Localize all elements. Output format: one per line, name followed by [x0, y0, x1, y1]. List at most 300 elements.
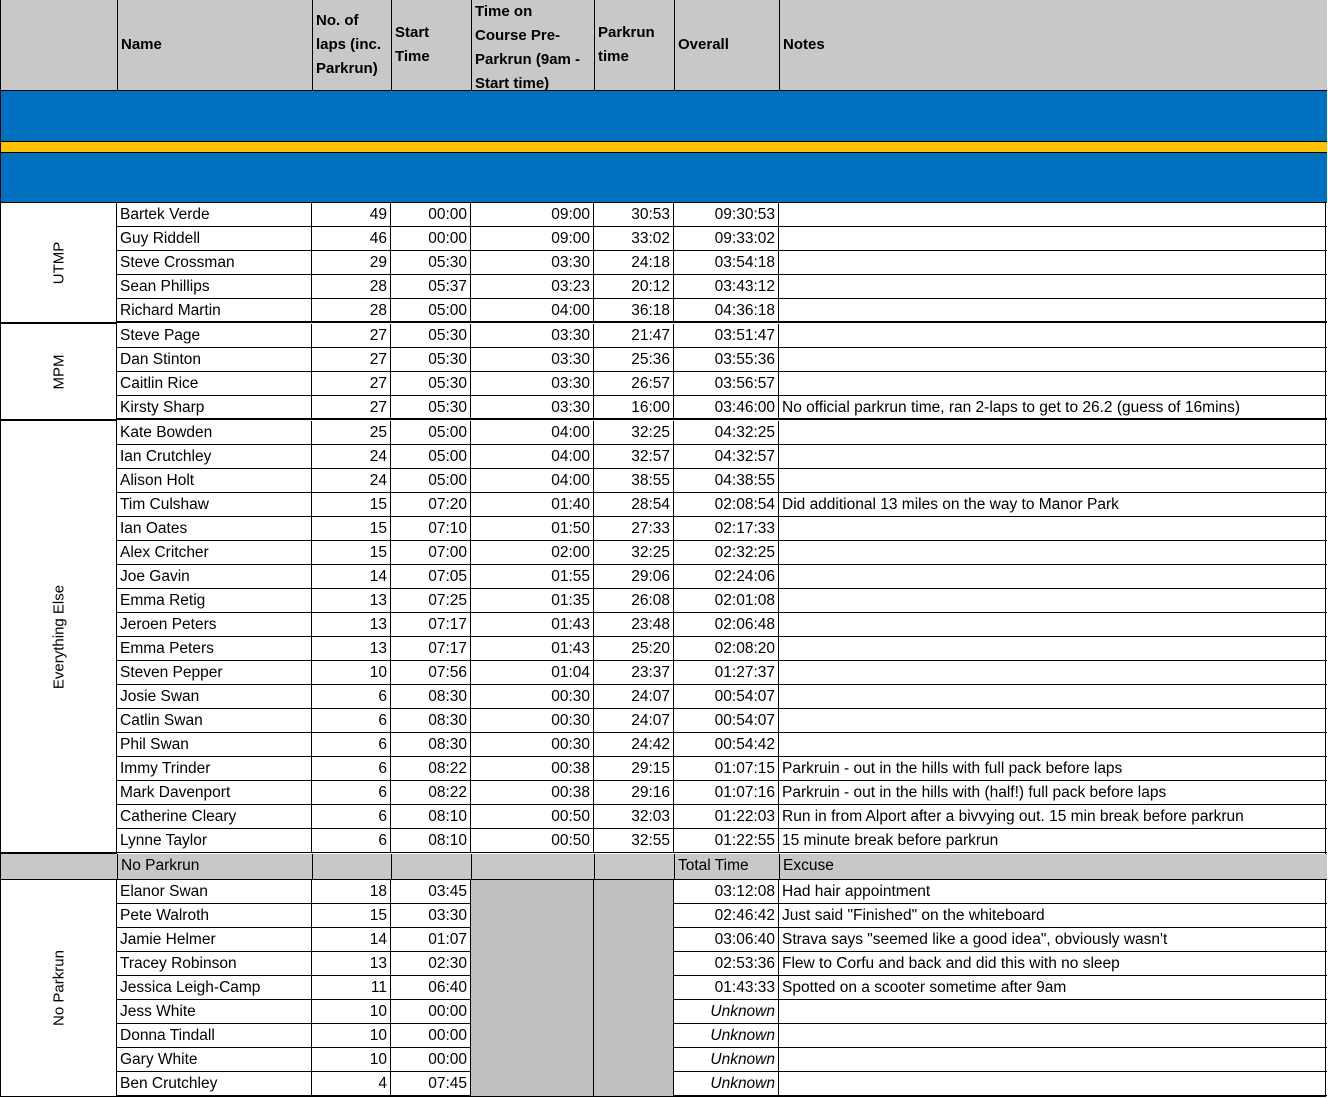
cell-pre[interactable] — [471, 880, 594, 904]
group-utmp: UTMP — [1, 203, 117, 324]
cell-name[interactable]: Mark Davenport — [117, 781, 312, 805]
subheader-total-time[interactable]: Total Time — [675, 854, 780, 879]
cell-parkrun[interactable]: 26:57 — [594, 372, 674, 396]
cell-parkrun[interactable]: 26:08 — [594, 589, 674, 613]
cell-pre[interactable]: 09:00 — [471, 203, 594, 227]
cell-laps[interactable]: 10 — [312, 1024, 391, 1048]
cell-laps[interactable]: 10 — [312, 1000, 391, 1024]
cell-pre[interactable]: 01:43 — [471, 637, 594, 661]
table-row — [117, 227, 1327, 251]
table-row — [117, 348, 1327, 372]
cell-start[interactable]: 00:00 — [391, 203, 471, 227]
cell-parkrun[interactable]: 23:48 — [594, 613, 674, 637]
cell-parkrun[interactable]: 29:15 — [594, 757, 674, 781]
cell-overall[interactable]: 01:22:55 — [674, 829, 779, 853]
cell-name[interactable]: Tim Culshaw — [117, 493, 312, 517]
cell-pre[interactable] — [471, 952, 594, 976]
cell-notes[interactable] — [779, 1048, 1326, 1072]
cell-overall[interactable]: 02:32:25 — [674, 541, 779, 565]
cell-pre[interactable]: 03:30 — [471, 251, 594, 275]
cell-pre[interactable]: 03:30 — [471, 396, 594, 420]
cell-parkrun[interactable]: 29:06 — [594, 565, 674, 589]
cell-notes[interactable] — [779, 469, 1326, 493]
cell-overall[interactable]: 04:36:18 — [674, 299, 779, 323]
cell-parkrun[interactable]: 32:25 — [594, 541, 674, 565]
table-row — [117, 565, 1327, 589]
cell-parkrun[interactable]: 21:47 — [594, 324, 674, 348]
header-laps[interactable]: No. of laps (inc. Parkrun) — [313, 0, 392, 90]
cell-pre[interactable]: 01:04 — [471, 661, 594, 685]
no-parkrun-subheader — [1, 854, 1327, 880]
cell-parkrun[interactable]: 38:55 — [594, 469, 674, 493]
cell-laps[interactable]: 27 — [312, 324, 391, 348]
cell-parkrun[interactable]: 25:36 — [594, 348, 674, 372]
header-group-cell[interactable] — [1, 0, 118, 90]
cell-overall[interactable]: Unknown — [674, 1024, 779, 1048]
header-pre-parkrun[interactable]: Time on Course Pre- Parkrun (9am - Start time) — [472, 0, 595, 90]
cell-notes[interactable]: Just said "Finished" on the whiteboard — [782, 907, 1045, 924]
cell-pre[interactable]: 02:00 — [471, 541, 594, 565]
cell-notes[interactable] — [779, 613, 1326, 637]
cell-overall[interactable]: 03:06:40 — [674, 928, 779, 952]
cell-notes[interactable] — [779, 1000, 1326, 1024]
cell-overall[interactable]: 01:27:37 — [674, 661, 779, 685]
cell-notes[interactable] — [779, 372, 1326, 396]
cell-name[interactable]: Emma Retig — [117, 589, 312, 613]
cell-pre[interactable] — [471, 1048, 594, 1072]
cell-notes[interactable] — [779, 589, 1326, 613]
cell-laps[interactable]: 6 — [312, 829, 391, 853]
table-row — [117, 299, 1327, 323]
cell-start[interactable]: 05:30 — [391, 348, 471, 372]
cell-start[interactable]: 07:10 — [391, 517, 471, 541]
cell-name[interactable]: Alex Critcher — [117, 541, 312, 565]
cell-start[interactable]: 08:10 — [391, 829, 471, 853]
subheader-pre[interactable] — [472, 854, 595, 879]
cell-parkrun[interactable]: 16:00 — [594, 396, 674, 420]
cell-parkrun[interactable] — [594, 1072, 674, 1096]
table-row — [117, 685, 1327, 709]
cell-pre[interactable]: 00:30 — [471, 685, 594, 709]
cell-notes[interactable]: Did additional 13 miles on the way to Manor Park — [782, 496, 1119, 513]
cell-laps[interactable]: 27 — [312, 396, 391, 420]
cell-parkrun[interactable] — [594, 952, 674, 976]
table-row — [117, 1072, 1327, 1096]
header-overall[interactable]: Overall — [675, 0, 780, 90]
cell-parkrun[interactable] — [594, 904, 674, 928]
cell-name[interactable]: Bartek Verde — [117, 203, 312, 227]
group-mpm: MPM — [1, 324, 117, 421]
cell-start[interactable]: 08:30 — [391, 733, 471, 757]
cell-name[interactable]: Phil Swan — [117, 733, 312, 757]
cell-notes[interactable]: 15 minute break before parkrun — [782, 832, 999, 849]
cell-name[interactable]: Joe Gavin — [117, 565, 312, 589]
table-row — [117, 781, 1327, 805]
cell-pre[interactable]: 03:23 — [471, 275, 594, 299]
cell-name[interactable]: Kate Bowden — [117, 421, 312, 445]
group-everything-else: Everything Else — [1, 421, 117, 854]
cell-start[interactable]: 05:30 — [391, 372, 471, 396]
table-row — [117, 203, 1327, 227]
cell-notes[interactable] — [779, 275, 1326, 299]
cell-overall[interactable]: 02:08:54 — [674, 493, 779, 517]
subheader-start[interactable] — [392, 854, 472, 879]
cell-start[interactable]: 05:30 — [391, 324, 471, 348]
cell-name[interactable]: Sean Phillips — [117, 275, 312, 299]
cell-start[interactable]: 07:20 — [391, 493, 471, 517]
cell-name[interactable]: Immy Trinder — [117, 757, 312, 781]
cell-laps[interactable]: 10 — [312, 1048, 391, 1072]
cell-overall[interactable]: 03:54:18 — [674, 251, 779, 275]
table-row — [117, 928, 1327, 952]
cell-pre[interactable]: 03:30 — [471, 348, 594, 372]
cell-parkrun[interactable]: 27:33 — [594, 517, 674, 541]
cell-parkrun[interactable] — [594, 1048, 674, 1072]
cell-laps[interactable]: 28 — [312, 275, 391, 299]
cell-laps[interactable]: 6 — [312, 781, 391, 805]
header-name[interactable]: Name — [118, 0, 313, 90]
cell-parkrun[interactable]: 32:55 — [594, 829, 674, 853]
cell-overall[interactable]: 04:32:25 — [674, 421, 779, 445]
cell-overall[interactable]: 03:51:47 — [674, 324, 779, 348]
cell-parkrun[interactable]: 24:18 — [594, 251, 674, 275]
cell-notes[interactable]: Spotted on a scooter sometime after 9am — [782, 979, 1067, 996]
cell-pre[interactable]: 03:30 — [471, 324, 594, 348]
cell-parkrun[interactable]: 25:20 — [594, 637, 674, 661]
cell-pre[interactable]: 01:50 — [471, 517, 594, 541]
cell-laps[interactable]: 6 — [312, 805, 391, 829]
cell-overall[interactable]: 03:56:57 — [674, 372, 779, 396]
cell-notes[interactable]: Strava says "seemed like a good idea", obviously wasn't — [782, 931, 1168, 948]
cell-laps[interactable]: 27 — [312, 372, 391, 396]
cell-laps[interactable]: 15 — [312, 541, 391, 565]
cell-notes[interactable]: No official parkrun time, ran 2-laps to get to 26.2 (guess of 16mins) — [782, 399, 1241, 416]
cell-laps[interactable]: 6 — [312, 757, 391, 781]
cell-overall[interactable]: 02:17:33 — [674, 517, 779, 541]
cell-start[interactable]: 08:30 — [391, 685, 471, 709]
cell-pre[interactable]: 01:43 — [471, 613, 594, 637]
cell-parkrun[interactable]: 23:37 — [594, 661, 674, 685]
cell-notes[interactable] — [779, 445, 1326, 469]
cell-laps[interactable]: 14 — [312, 928, 391, 952]
cell-overall[interactable]: 03:43:12 — [674, 275, 779, 299]
cell-start[interactable]: 05:30 — [391, 396, 471, 420]
cell-pre[interactable]: 00:38 — [471, 757, 594, 781]
cell-pre[interactable]: 01:40 — [471, 493, 594, 517]
table-row — [117, 904, 1327, 928]
cell-notes[interactable] — [779, 637, 1326, 661]
cell-name[interactable]: Donna Tindall — [117, 1024, 312, 1048]
subheader-laps[interactable] — [313, 854, 392, 879]
cell-overall[interactable]: Unknown — [674, 1048, 779, 1072]
table-row — [117, 733, 1327, 757]
cell-notes[interactable] — [779, 251, 1326, 275]
cell-pre[interactable] — [471, 1024, 594, 1048]
cell-laps[interactable]: 11 — [312, 976, 391, 1000]
header-start-time[interactable]: Start Time — [392, 0, 472, 90]
cell-laps[interactable]: 14 — [312, 565, 391, 589]
cell-name[interactable]: Ian Crutchley — [117, 445, 312, 469]
cell-laps[interactable]: 24 — [312, 445, 391, 469]
cell-pre[interactable] — [471, 976, 594, 1000]
cell-notes[interactable] — [779, 1072, 1326, 1096]
cell-start[interactable]: 07:00 — [391, 541, 471, 565]
cell-start[interactable]: 06:40 — [391, 976, 471, 1000]
cell-notes[interactable] — [779, 227, 1326, 251]
cell-overall[interactable]: 00:54:42 — [674, 733, 779, 757]
cell-notes[interactable] — [779, 661, 1326, 685]
cell-start[interactable]: 00:00 — [391, 1000, 471, 1024]
cell-laps[interactable]: 24 — [312, 469, 391, 493]
cell-notes[interactable] — [779, 685, 1326, 709]
table-row — [117, 445, 1327, 469]
cell-name[interactable]: Elanor Swan — [117, 880, 312, 904]
cell-start[interactable]: 03:30 — [391, 904, 471, 928]
cell-overall[interactable]: 02:01:08 — [674, 589, 779, 613]
cell-notes[interactable] — [779, 299, 1326, 323]
cell-start[interactable]: 03:45 — [391, 880, 471, 904]
cell-name[interactable]: Gary White — [117, 1048, 312, 1072]
cell-overall[interactable]: 02:46:42 — [674, 904, 779, 928]
cell-start[interactable]: 01:07 — [391, 928, 471, 952]
cell-name[interactable]: Jessica Leigh-Camp — [117, 976, 312, 1000]
cell-start[interactable]: 08:30 — [391, 709, 471, 733]
cell-notes[interactable]: Run in from Alport after a bivvying out. 15 min break before parkrun — [782, 808, 1244, 825]
subheader-group-cell[interactable] — [1, 854, 118, 879]
cell-start[interactable]: 05:00 — [391, 445, 471, 469]
cell-overall[interactable]: 03:55:36 — [674, 348, 779, 372]
cell-overall[interactable]: 02:53:36 — [674, 952, 779, 976]
cell-pre[interactable]: 04:00 — [471, 299, 594, 323]
cell-laps[interactable]: 6 — [312, 685, 391, 709]
cell-pre[interactable]: 03:30 — [471, 372, 594, 396]
cell-pre[interactable]: 01:35 — [471, 589, 594, 613]
cell-name[interactable]: Lynne Taylor — [117, 829, 312, 853]
cell-start[interactable]: 08:22 — [391, 757, 471, 781]
cell-overall[interactable]: 01:07:15 — [674, 757, 779, 781]
table-row — [117, 976, 1327, 1000]
subheader-name[interactable]: No Parkrun — [118, 854, 313, 879]
cell-start[interactable]: 05:37 — [391, 275, 471, 299]
cell-overall[interactable]: 00:54:07 — [674, 709, 779, 733]
cell-start[interactable]: 05:00 — [391, 421, 471, 445]
cell-name[interactable]: Caitlin Rice — [117, 372, 312, 396]
cell-notes[interactable] — [779, 565, 1326, 589]
cell-laps[interactable]: 13 — [312, 637, 391, 661]
cell-pre[interactable]: 00:50 — [471, 829, 594, 853]
table-row — [117, 1048, 1327, 1072]
cell-laps[interactable]: 6 — [312, 709, 391, 733]
cell-laps[interactable]: 18 — [312, 880, 391, 904]
cell-parkrun[interactable]: 20:12 — [594, 275, 674, 299]
cell-overall[interactable]: Unknown — [674, 1072, 779, 1096]
cell-pre[interactable]: 01:55 — [471, 565, 594, 589]
cell-notes[interactable] — [779, 324, 1326, 348]
cell-overall[interactable]: 03:46:00 — [674, 396, 779, 420]
cell-laps[interactable]: 13 — [312, 613, 391, 637]
cell-pre[interactable]: 00:50 — [471, 805, 594, 829]
cell-notes[interactable]: Had hair appointment — [782, 883, 931, 900]
cell-name[interactable]: Kirsty Sharp — [117, 396, 312, 420]
cell-notes[interactable] — [779, 203, 1326, 227]
cell-name[interactable]: Jamie Helmer — [117, 928, 312, 952]
cell-pre[interactable]: 04:00 — [471, 421, 594, 445]
cell-parkrun[interactable]: 29:16 — [594, 781, 674, 805]
cell-overall[interactable]: 01:22:03 — [674, 805, 779, 829]
cell-laps[interactable]: 15 — [312, 493, 391, 517]
group-no-parkrun: No Parkrun — [1, 879, 117, 1097]
header-notes[interactable]: Notes — [783, 36, 825, 53]
subheader-excuse[interactable]: Excuse — [783, 857, 834, 874]
cell-parkrun[interactable] — [594, 1024, 674, 1048]
cell-pre[interactable] — [471, 1072, 594, 1096]
cell-name[interactable]: Guy Riddell — [117, 227, 312, 251]
cell-name[interactable]: Richard Martin — [117, 299, 312, 323]
cell-overall[interactable]: 02:06:48 — [674, 613, 779, 637]
cell-start[interactable]: 05:30 — [391, 251, 471, 275]
cell-overall[interactable]: 01:43:33 — [674, 976, 779, 1000]
cell-start[interactable]: 07:05 — [391, 565, 471, 589]
cell-start[interactable]: 00:00 — [391, 227, 471, 251]
cell-start[interactable]: 07:56 — [391, 661, 471, 685]
cell-parkrun[interactable] — [594, 928, 674, 952]
cell-name[interactable]: Pete Walroth — [117, 904, 312, 928]
cell-pre[interactable]: 00:30 — [471, 709, 594, 733]
cell-notes[interactable]: Parkruin - out in the hills with full pack before laps — [782, 760, 1123, 777]
gold-band — [1, 141, 1327, 153]
cell-name[interactable]: Catherine Cleary — [117, 805, 312, 829]
cell-laps[interactable]: 10 — [312, 661, 391, 685]
cell-parkrun[interactable]: 28:54 — [594, 493, 674, 517]
table-row — [117, 517, 1327, 541]
table-row — [117, 880, 1327, 904]
cell-start[interactable]: 05:00 — [391, 469, 471, 493]
cell-parkrun[interactable]: 24:42 — [594, 733, 674, 757]
cell-name[interactable]: Catlin Swan — [117, 709, 312, 733]
cell-laps[interactable]: 46 — [312, 227, 391, 251]
cell-name[interactable]: Dan Stinton — [117, 348, 312, 372]
cell-parkrun[interactable]: 33:02 — [594, 227, 674, 251]
cell-laps[interactable]: 4 — [312, 1072, 391, 1096]
cell-notes[interactable]: Parkruin - out in the hills with (half!) full pack before laps — [782, 784, 1167, 801]
cell-start[interactable]: 08:10 — [391, 805, 471, 829]
blue-band-bottom — [1, 153, 1327, 203]
cell-overall[interactable]: 04:38:55 — [674, 469, 779, 493]
cell-parkrun[interactable]: 24:07 — [594, 709, 674, 733]
cell-pre[interactable]: 04:00 — [471, 469, 594, 493]
cell-parkrun[interactable] — [594, 976, 674, 1000]
header-parkrun-time[interactable]: Parkrun time — [595, 0, 675, 90]
cell-start[interactable]: 00:00 — [391, 1048, 471, 1072]
cell-laps[interactable]: 13 — [312, 589, 391, 613]
cell-name[interactable]: Tracey Robinson — [117, 952, 312, 976]
cell-overall[interactable]: 04:32:57 — [674, 445, 779, 469]
cell-start[interactable]: 08:22 — [391, 781, 471, 805]
table-row — [117, 396, 1327, 420]
cell-laps[interactable]: 49 — [312, 203, 391, 227]
cell-laps[interactable]: 29 — [312, 251, 391, 275]
cell-name[interactable]: Steve Crossman — [117, 251, 312, 275]
cell-name[interactable]: Jess White — [117, 1000, 312, 1024]
cell-start[interactable]: 07:17 — [391, 613, 471, 637]
cell-notes[interactable] — [779, 733, 1326, 757]
table-row — [117, 805, 1327, 829]
cell-start[interactable]: 07:25 — [391, 589, 471, 613]
cell-overall[interactable]: 01:07:16 — [674, 781, 779, 805]
cell-name[interactable]: Alison Holt — [117, 469, 312, 493]
cell-overall[interactable]: 02:24:06 — [674, 565, 779, 589]
cell-start[interactable]: 00:00 — [391, 1024, 471, 1048]
cell-parkrun[interactable]: 24:07 — [594, 685, 674, 709]
cell-laps[interactable]: 25 — [312, 421, 391, 445]
cell-overall[interactable]: 03:12:08 — [674, 880, 779, 904]
cell-parkrun[interactable] — [594, 1000, 674, 1024]
cell-start[interactable]: 02:30 — [391, 952, 471, 976]
cell-name[interactable]: Josie Swan — [117, 685, 312, 709]
cell-name[interactable]: Steve Page — [117, 324, 312, 348]
cell-pre[interactable]: 00:38 — [471, 781, 594, 805]
cell-laps[interactable]: 27 — [312, 348, 391, 372]
cell-laps[interactable]: 6 — [312, 733, 391, 757]
cell-notes[interactable] — [779, 1024, 1326, 1048]
cell-notes[interactable] — [779, 421, 1326, 445]
cell-parkrun[interactable]: 32:03 — [594, 805, 674, 829]
cell-name[interactable]: Ian Oates — [117, 517, 312, 541]
cell-start[interactable]: 07:17 — [391, 637, 471, 661]
table-row — [117, 1000, 1327, 1024]
cell-laps[interactable]: 15 — [312, 517, 391, 541]
cell-notes[interactable] — [779, 709, 1326, 733]
cell-name[interactable]: Jeroen Peters — [117, 613, 312, 637]
cell-pre[interactable] — [471, 928, 594, 952]
cell-name[interactable]: Ben Crutchley — [117, 1072, 312, 1096]
cell-parkrun[interactable]: 32:57 — [594, 445, 674, 469]
cell-pre[interactable]: 04:00 — [471, 445, 594, 469]
table-row — [117, 613, 1327, 637]
cell-laps[interactable]: 28 — [312, 299, 391, 323]
cell-parkrun[interactable] — [594, 880, 674, 904]
cell-parkrun[interactable]: 36:18 — [594, 299, 674, 323]
cell-notes[interactable] — [779, 541, 1326, 565]
cell-start[interactable]: 05:00 — [391, 299, 471, 323]
table-row — [117, 251, 1327, 275]
cell-notes[interactable] — [779, 517, 1326, 541]
cell-start[interactable]: 07:45 — [391, 1072, 471, 1096]
table-row — [117, 757, 1327, 781]
cell-pre[interactable] — [471, 1000, 594, 1024]
cell-pre[interactable]: 09:00 — [471, 227, 594, 251]
cell-notes[interactable]: Flew to Corfu and back and did this with no sleep — [782, 955, 1120, 972]
cell-name[interactable]: Emma Peters — [117, 637, 312, 661]
cell-pre[interactable]: 00:30 — [471, 733, 594, 757]
cell-parkrun[interactable]: 30:53 — [594, 203, 674, 227]
cell-overall[interactable]: 02:08:20 — [674, 637, 779, 661]
cell-name[interactable]: Steven Pepper — [117, 661, 312, 685]
cell-notes[interactable] — [779, 348, 1326, 372]
cell-overall[interactable]: Unknown — [674, 1000, 779, 1024]
cell-pre[interactable] — [471, 904, 594, 928]
cell-overall[interactable]: 09:33:02 — [674, 227, 779, 251]
table-row — [117, 709, 1327, 733]
cell-overall[interactable]: 09:30:53 — [674, 203, 779, 227]
table-row — [117, 493, 1327, 517]
cell-laps[interactable]: 13 — [312, 952, 391, 976]
cell-laps[interactable]: 15 — [312, 904, 391, 928]
table-row — [117, 829, 1327, 853]
cell-parkrun[interactable]: 32:25 — [594, 421, 674, 445]
cell-overall[interactable]: 00:54:07 — [674, 685, 779, 709]
subheader-parkrun[interactable] — [595, 854, 675, 879]
